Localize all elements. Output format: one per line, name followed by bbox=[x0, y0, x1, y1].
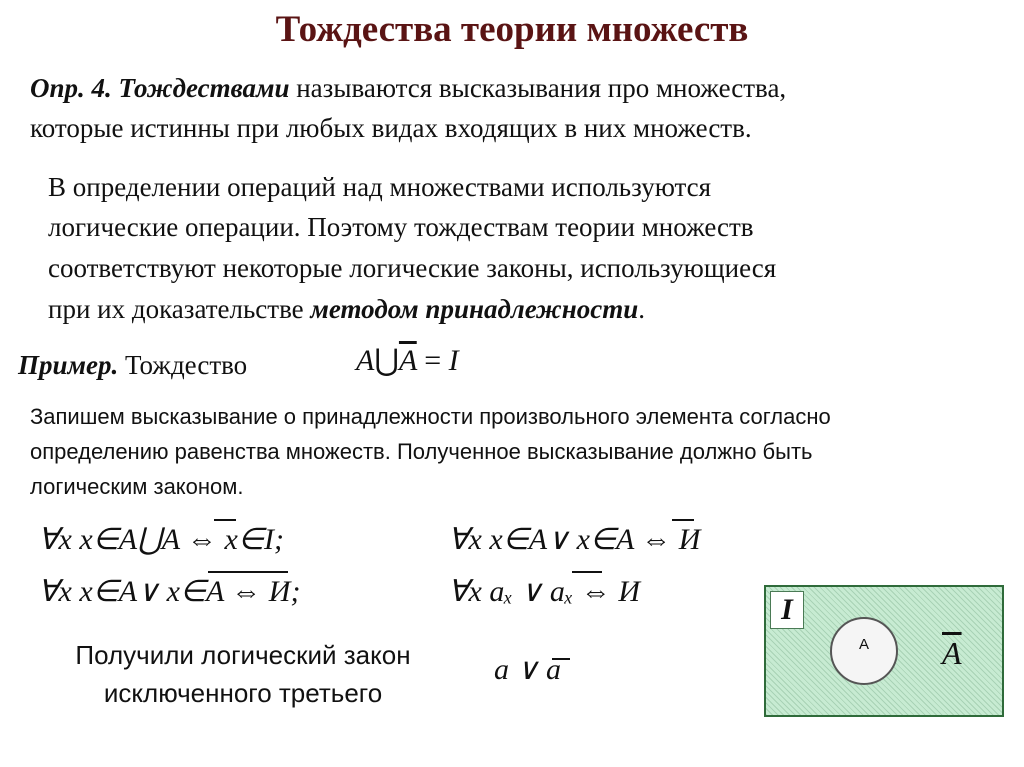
venn-diagram bbox=[764, 585, 1004, 717]
paragraph-2-line-3: соответствуют некоторые логические законы, использующиеся bbox=[48, 253, 777, 283]
example-line bbox=[18, 345, 247, 385]
overline-f4 bbox=[572, 571, 602, 573]
paragraph-3-line-1: Запишем высказывание о принадлежности произвольного элемента согласно bbox=[30, 404, 831, 429]
example-text: Тождество bbox=[118, 350, 248, 380]
page-title: Тождества теории множеств bbox=[275, 9, 749, 50]
definition-text: называются высказывания про множества, bbox=[289, 73, 787, 103]
definition-label: Опр. 4. bbox=[30, 73, 112, 103]
definition-line-2: которые истинны при любых видах входящих в них множеств. bbox=[30, 113, 752, 143]
paragraph-2-line-4-post: . bbox=[638, 294, 645, 324]
overline-f1 bbox=[214, 519, 236, 521]
conclusion-line-1: Получили логический закон bbox=[75, 640, 411, 670]
example-formula bbox=[356, 343, 459, 378]
formula-1 bbox=[38, 522, 284, 557]
universe-label: I bbox=[770, 591, 804, 629]
overline-conclusion bbox=[552, 658, 570, 660]
complement-label: $\overline{A}$ bbox=[942, 635, 962, 671]
formula-universe: I bbox=[448, 344, 459, 377]
formula-complement-a: $\overline{A}$ bbox=[398, 344, 417, 377]
overline-f2 bbox=[672, 519, 694, 521]
definition-term: Тождествами bbox=[118, 73, 290, 103]
formula-4 bbox=[448, 574, 640, 609]
definition-line-1 bbox=[30, 68, 786, 108]
formula-3 bbox=[38, 574, 300, 609]
example-label: Пример. bbox=[18, 350, 119, 380]
formula-3-text: ∀x x∈A∨ x∈A ⇔ И; bbox=[38, 575, 301, 608]
formula-4-text: ∀x aₓ ∨ aₓ ⇔ И bbox=[448, 575, 641, 608]
paragraph-2-line-1: В определении операций над множествами используются bbox=[48, 172, 712, 202]
formula-1-text: ∀x x∈A⋃A ⇔ x∈I; bbox=[38, 523, 284, 556]
paragraph-2-line-4-pre: при их доказательстве bbox=[48, 294, 311, 324]
paragraph-3-line-2: определению равенства множеств. Полученное высказывание должно быть bbox=[30, 439, 813, 464]
excluded-middle-formula: a ∨ a bbox=[494, 653, 561, 686]
formula-2-text: ∀x x∈A∨ x∈A ⇔ И bbox=[448, 523, 701, 556]
formula-set-a: A bbox=[356, 344, 375, 377]
union-symbol: ⋃ bbox=[374, 344, 399, 377]
paragraph-3-line-3: логическим законом. bbox=[30, 474, 244, 499]
overline-f3 bbox=[208, 571, 288, 573]
paragraph-2-line-4 bbox=[48, 289, 645, 329]
formula-2 bbox=[448, 522, 700, 557]
equals-symbol: = bbox=[424, 344, 442, 377]
paragraph-2-line-2: логические операции. Поэтому тождествам теории множеств bbox=[48, 212, 754, 242]
set-a-circle: A bbox=[830, 617, 898, 685]
method-emphasis: методом принадлежности bbox=[310, 294, 639, 324]
conclusion-line-2: исключенного третьего bbox=[103, 678, 383, 708]
